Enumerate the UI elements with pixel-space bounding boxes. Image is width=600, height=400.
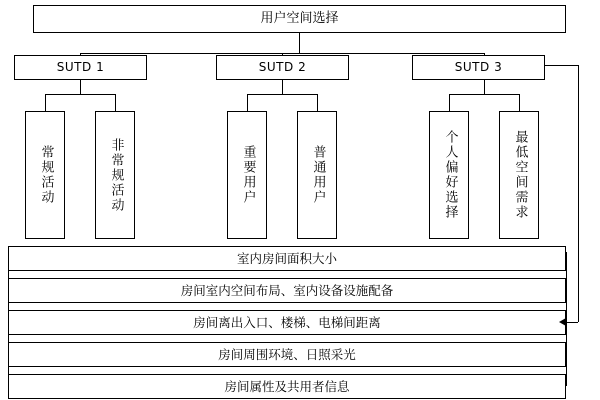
connector-sutd1-leaf1 (45, 94, 46, 111)
connector-sutd2-leaf2 (317, 94, 318, 111)
leaf-regular-activity-label: 常规活动 (38, 145, 54, 205)
connector-root-stub (299, 33, 300, 53)
criteria-row-2[interactable] (8, 278, 566, 303)
connector-sutd3-leaf2 (519, 94, 520, 111)
leaf-important-user-label: 重要用户 (240, 145, 256, 205)
leaf-irregular-activity[interactable] (95, 111, 135, 239)
leaf-minimum-space-requirement-label: 最低空间需求 (512, 130, 528, 220)
leaf-minimum-space-requirement[interactable] (499, 111, 539, 239)
node-sutd-3-label: SUTD 3 (454, 60, 503, 74)
connector-sutd1-leaf2 (115, 94, 116, 111)
criteria-row-3[interactable] (8, 310, 566, 335)
leaf-personal-preference[interactable] (429, 111, 469, 239)
connector-sutd3-bus (449, 94, 519, 95)
criteria-row-5[interactable] (8, 374, 566, 399)
node-sutd-1-label: SUTD 1 (56, 60, 105, 74)
root-node[interactable] (33, 5, 566, 33)
leaf-normal-user-label: 普通用户 (310, 145, 326, 205)
criteria-row-4[interactable] (8, 342, 566, 367)
criteria-row-5-label: 房间属性及共用者信息 (224, 378, 350, 394)
node-sutd-3[interactable] (412, 55, 545, 80)
criteria-row-1-label: 室内房间面积大小 (236, 250, 337, 266)
criteria-row-3-label: 房间离出入口、楼梯、电梯间距离 (193, 314, 381, 330)
connector-sutd3-leaf1 (449, 94, 450, 111)
connector-feedback-in (566, 322, 578, 323)
connector-sutd3-stub (484, 80, 485, 94)
connector-sutd2-bus (247, 94, 317, 95)
criteria-row-2-label: 房间室内空间布局、室内设备设施配备 (180, 282, 394, 298)
leaf-important-user[interactable] (227, 111, 267, 239)
leaf-normal-user[interactable] (297, 111, 337, 239)
node-sutd-2-label: SUTD 2 (258, 60, 307, 74)
leaf-regular-activity[interactable] (25, 111, 65, 239)
connector-criteria-right-spine (566, 252, 567, 386)
connector-sutd2-stub (282, 80, 283, 94)
connector-sutd2-leaf1 (247, 94, 248, 111)
criteria-row-1[interactable] (8, 246, 566, 271)
leaf-personal-preference-label: 个人偏好选择 (442, 130, 458, 220)
connector-feedback-right (578, 65, 579, 322)
criteria-row-4-label: 房间周围环境、日照采光 (218, 346, 356, 362)
connector-feedback-top (545, 65, 578, 66)
node-sutd-2[interactable] (216, 55, 349, 80)
leaf-irregular-activity-label: 非常规活动 (108, 137, 124, 213)
connector-sutd1-bus (45, 94, 115, 95)
root-node-label: 用户空间选择 (260, 10, 339, 26)
feedback-arrow-icon (559, 318, 566, 326)
connector-sutd1-stub (80, 80, 81, 94)
node-sutd-1[interactable] (14, 55, 147, 80)
